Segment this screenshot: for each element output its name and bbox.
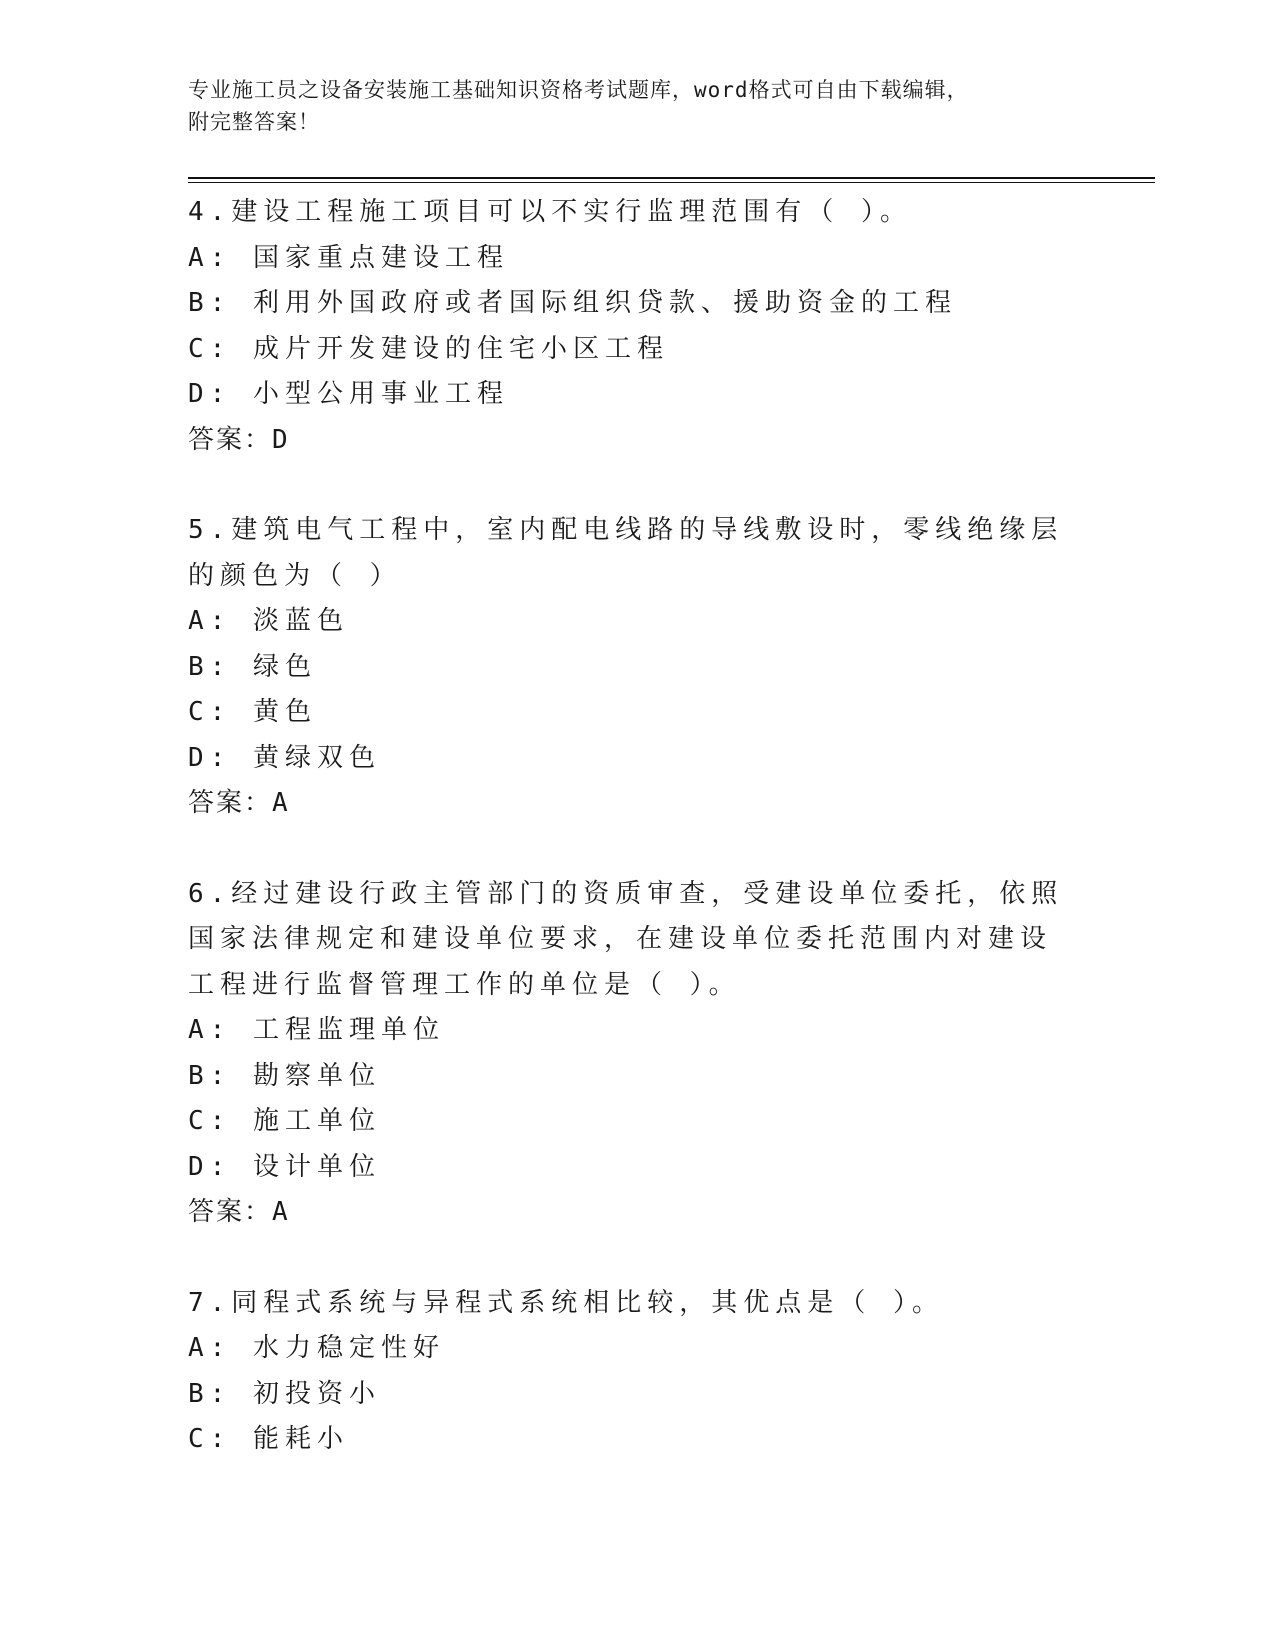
question-6: [188, 872, 1068, 1236]
option-c: C: 黄色: [188, 697, 317, 727]
option-b: B: 利用外国政府或者国际组织贷款、援助资金的工程: [188, 288, 957, 318]
question-stem: 6.经过建设行政主管部门的资质审查，受建设单位委托，依照国家法律规定和建设单位要求，在建设单位委托范围内对建设工程进行监督管理工作的单位是（ ）。: [188, 878, 1064, 1000]
option-c: C: 成片开发建设的住宅小区工程: [188, 333, 669, 364]
option-c: C: 施工单位: [188, 1106, 381, 1136]
option-d: D: 设计单位: [188, 1151, 381, 1182]
option-d: D: 黄绿双色: [188, 742, 381, 773]
option-b: B: 初投资小: [188, 1378, 381, 1409]
option-a: A: 国家重点建设工程: [188, 242, 509, 273]
option-a: A: 工程监理单位: [188, 1015, 445, 1045]
answer-label: 答案：: [188, 788, 273, 818]
question-5: [188, 508, 1068, 827]
question-stem: 4.建设工程施工项目可以不实行监理范围有（ ）。: [188, 197, 912, 227]
answer-label: 答案：: [188, 424, 273, 455]
header-line-1: 专业施工员之设备安装施工基础知识资格考试题库，word格式可自由下载编辑，: [188, 78, 969, 102]
option-b: B: 勘察单位: [188, 1060, 381, 1091]
answer: [188, 1190, 1068, 1236]
answer-label: 答案：: [188, 1197, 273, 1227]
answer-value: A: [272, 1197, 290, 1227]
answer-value: D: [272, 424, 290, 455]
question-stem: 5.建筑电气工程中，室内配电线路的导线敷设时，零线绝缘层的颜色为（ ）: [188, 515, 1064, 591]
answer: [188, 781, 1068, 827]
option-b: B: 绿色: [188, 651, 317, 682]
document-header: [188, 74, 1068, 138]
question-4: [188, 190, 1068, 463]
question-stem: 7.同程式系统与异程式系统相比较，其优点是（ ）。: [188, 1287, 944, 1318]
option-a: A: 淡蓝色: [188, 606, 349, 636]
header-divider-thin: [188, 182, 1155, 183]
option-c: C: 能耗小: [188, 1424, 349, 1454]
option-a: A: 水力稳定性好: [188, 1333, 445, 1363]
option-d: D: 小型公用事业工程: [188, 379, 509, 409]
header-line-2: 附完整答案！: [188, 110, 320, 134]
question-list: [188, 190, 1068, 1508]
answer-value: A: [272, 788, 290, 818]
answer: [188, 418, 1068, 464]
header-divider-thick: [188, 177, 1155, 179]
question-7: [188, 1281, 1068, 1463]
